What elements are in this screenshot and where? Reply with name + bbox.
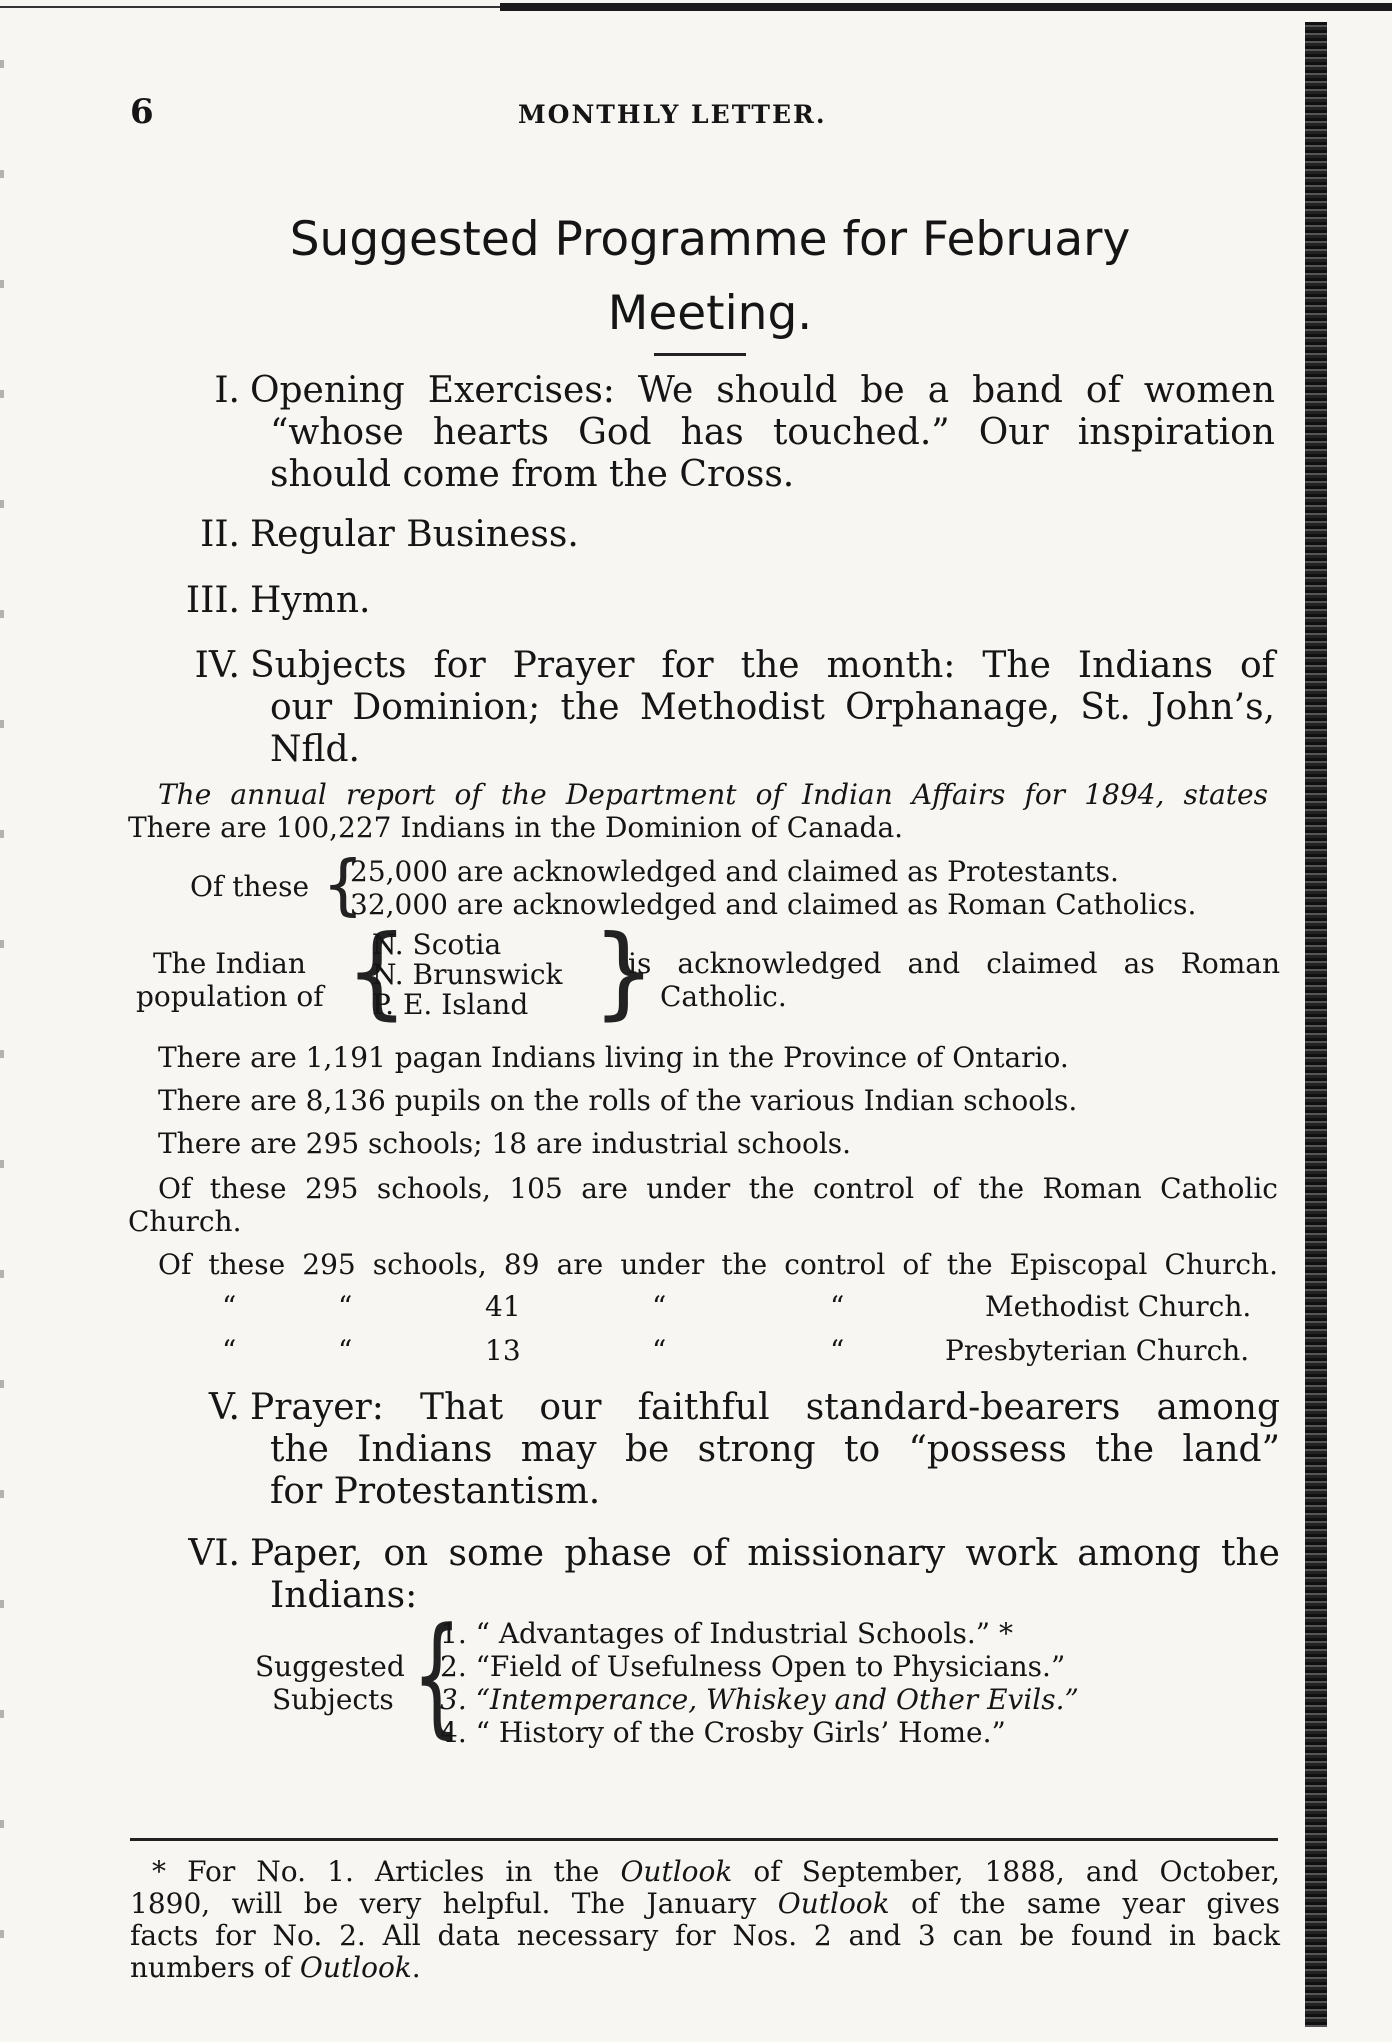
- item-v-line-1: Prayer: That our faithful standard-bearers among: [250, 1387, 1280, 1428]
- of-these-line-1: 25,000 are acknowledged and claimed as Protestants.: [350, 855, 1119, 888]
- fact-pupils: There are 8,136 pupils on the rolls of the various Indian schools.: [158, 1084, 1078, 1117]
- subject-item: 2. “Field of Usefulness Open to Physicians.”: [440, 1650, 1066, 1683]
- methodist-church: Methodist Church.: [985, 1290, 1252, 1323]
- report-intro-line-1: The annual report of the Department of Indian Affairs for 1894, states: [158, 778, 1268, 811]
- province-n-scotia: N. Scotia: [372, 928, 502, 961]
- item-numeral: V.: [208, 1387, 240, 1428]
- ditto-mark: “: [222, 1290, 237, 1323]
- methodist-school-count: 41: [485, 1290, 521, 1323]
- province-pe-island: P. E. Island: [372, 988, 529, 1021]
- ditto-mark: “: [652, 1334, 667, 1367]
- footnote-line-4: numbers of Outlook.: [130, 1951, 421, 1984]
- left-margin-specks: [0, 20, 26, 2020]
- item-numeral: IV.: [194, 645, 240, 686]
- item-iii-text: Hymn.: [250, 580, 371, 621]
- subject-item: 1. “ Advantages of Industrial Schools.” *: [440, 1617, 1013, 1650]
- item-numeral: VI.: [188, 1533, 240, 1574]
- item-iv-line-3: Nfld.: [270, 729, 360, 770]
- population-claim-line-1: is acknowledged and claimed as Roman: [628, 947, 1280, 980]
- of-these-line-2: 32,000 are acknowledged and claimed as Roman Catholics.: [350, 888, 1197, 921]
- item-v-line-3: for Protestantism.: [270, 1471, 601, 1512]
- footnote-rule: [130, 1838, 1278, 1841]
- subject-item: 4. “ History of the Crosby Girls’ Home.”: [440, 1716, 1006, 1749]
- item-numeral: I.: [214, 370, 240, 411]
- fact-schools: There are 295 schools; 18 are industrial schools.: [158, 1127, 852, 1160]
- page-title-line-2: Meeting.: [607, 286, 813, 341]
- item-i-line-1: Opening Exercises: We should be a band of women: [250, 370, 1275, 411]
- fact-pagan-indians: There are 1,191 pagan Indians living in the Province of Ontario.: [158, 1041, 1069, 1074]
- footnote-line-1: * For No. 1. Articles in the Outlook of September, 1888, and October,: [152, 1855, 1281, 1888]
- top-rule: [0, 0, 1392, 12]
- footnote-line-2: 1890, will be very helpful. The January Outlook of the same year gives: [130, 1887, 1280, 1920]
- presbyterian-school-count: 13: [485, 1334, 521, 1367]
- ditto-mark: “: [652, 1290, 667, 1323]
- title-rule: [654, 353, 746, 356]
- item-iv-line-2: our Dominion; the Methodist Orphanage, St. John’s,: [270, 687, 1275, 728]
- page-title-line-1: Suggested Programme for February: [289, 212, 1131, 267]
- suggested-label-1: Suggested: [255, 1650, 405, 1683]
- item-iv-line-1: Subjects for Prayer for the month: The Indians of: [250, 645, 1275, 686]
- item-vi-line-1: Paper, on some phase of missionary work among the: [250, 1533, 1280, 1574]
- page-number: 6: [130, 92, 154, 132]
- population-label-1: The Indian: [153, 947, 306, 980]
- population-claim-line-2: Catholic.: [660, 980, 787, 1013]
- provinces-open-brace: {: [345, 913, 409, 1030]
- of-these-label: Of these: [190, 870, 310, 903]
- item-ii-text: Regular Business.: [250, 514, 579, 555]
- running-title: MONTHLY LETTER.: [518, 100, 827, 129]
- of-these-brace: {: [322, 846, 364, 923]
- rc-control-line-1: Of these 295 schools, 105 are under the control of the Roman Catholic: [158, 1172, 1278, 1205]
- provinces-close-brace: }: [592, 913, 656, 1030]
- ditto-mark: “: [830, 1290, 845, 1323]
- ditto-mark: “: [338, 1290, 353, 1323]
- item-i-line-3: should come from the Cross.: [270, 454, 795, 495]
- subjects-brace: {: [412, 1599, 462, 1751]
- rc-control-line-2: Church.: [128, 1205, 242, 1238]
- presbyterian-church: Presbyterian Church.: [945, 1334, 1250, 1367]
- suggested-label-2: Subjects: [272, 1683, 394, 1716]
- item-i-line-2: “whose hearts God has touched.” Our inspiration: [270, 412, 1275, 453]
- subject-item: 3. “Intemperance, Whiskey and Other Evils.”: [440, 1683, 1079, 1716]
- page-edge-border: [1305, 22, 1327, 2027]
- ditto-mark: “: [830, 1334, 845, 1367]
- footnote-line-3: facts for No. 2. All data necessary for Nos. 2 and 3 can be found in back: [130, 1919, 1280, 1952]
- item-numeral: III.: [185, 580, 240, 621]
- item-numeral: II.: [200, 514, 240, 555]
- item-vi-line-2: Indians:: [270, 1575, 418, 1616]
- report-intro-line-2: There are 100,227 Indians in the Dominion of Canada.: [128, 811, 904, 844]
- ditto-mark: “: [222, 1334, 237, 1367]
- population-label-2: population of: [136, 980, 324, 1013]
- province-n-brunswick: N. Brunswick: [372, 958, 563, 991]
- ditto-mark: “: [338, 1334, 353, 1367]
- item-v-line-2: the Indians may be strong to “possess the land”: [270, 1429, 1280, 1470]
- episcopal-line: Of these 295 schools, 89 are under the control of the Episcopal Church.: [158, 1248, 1278, 1281]
